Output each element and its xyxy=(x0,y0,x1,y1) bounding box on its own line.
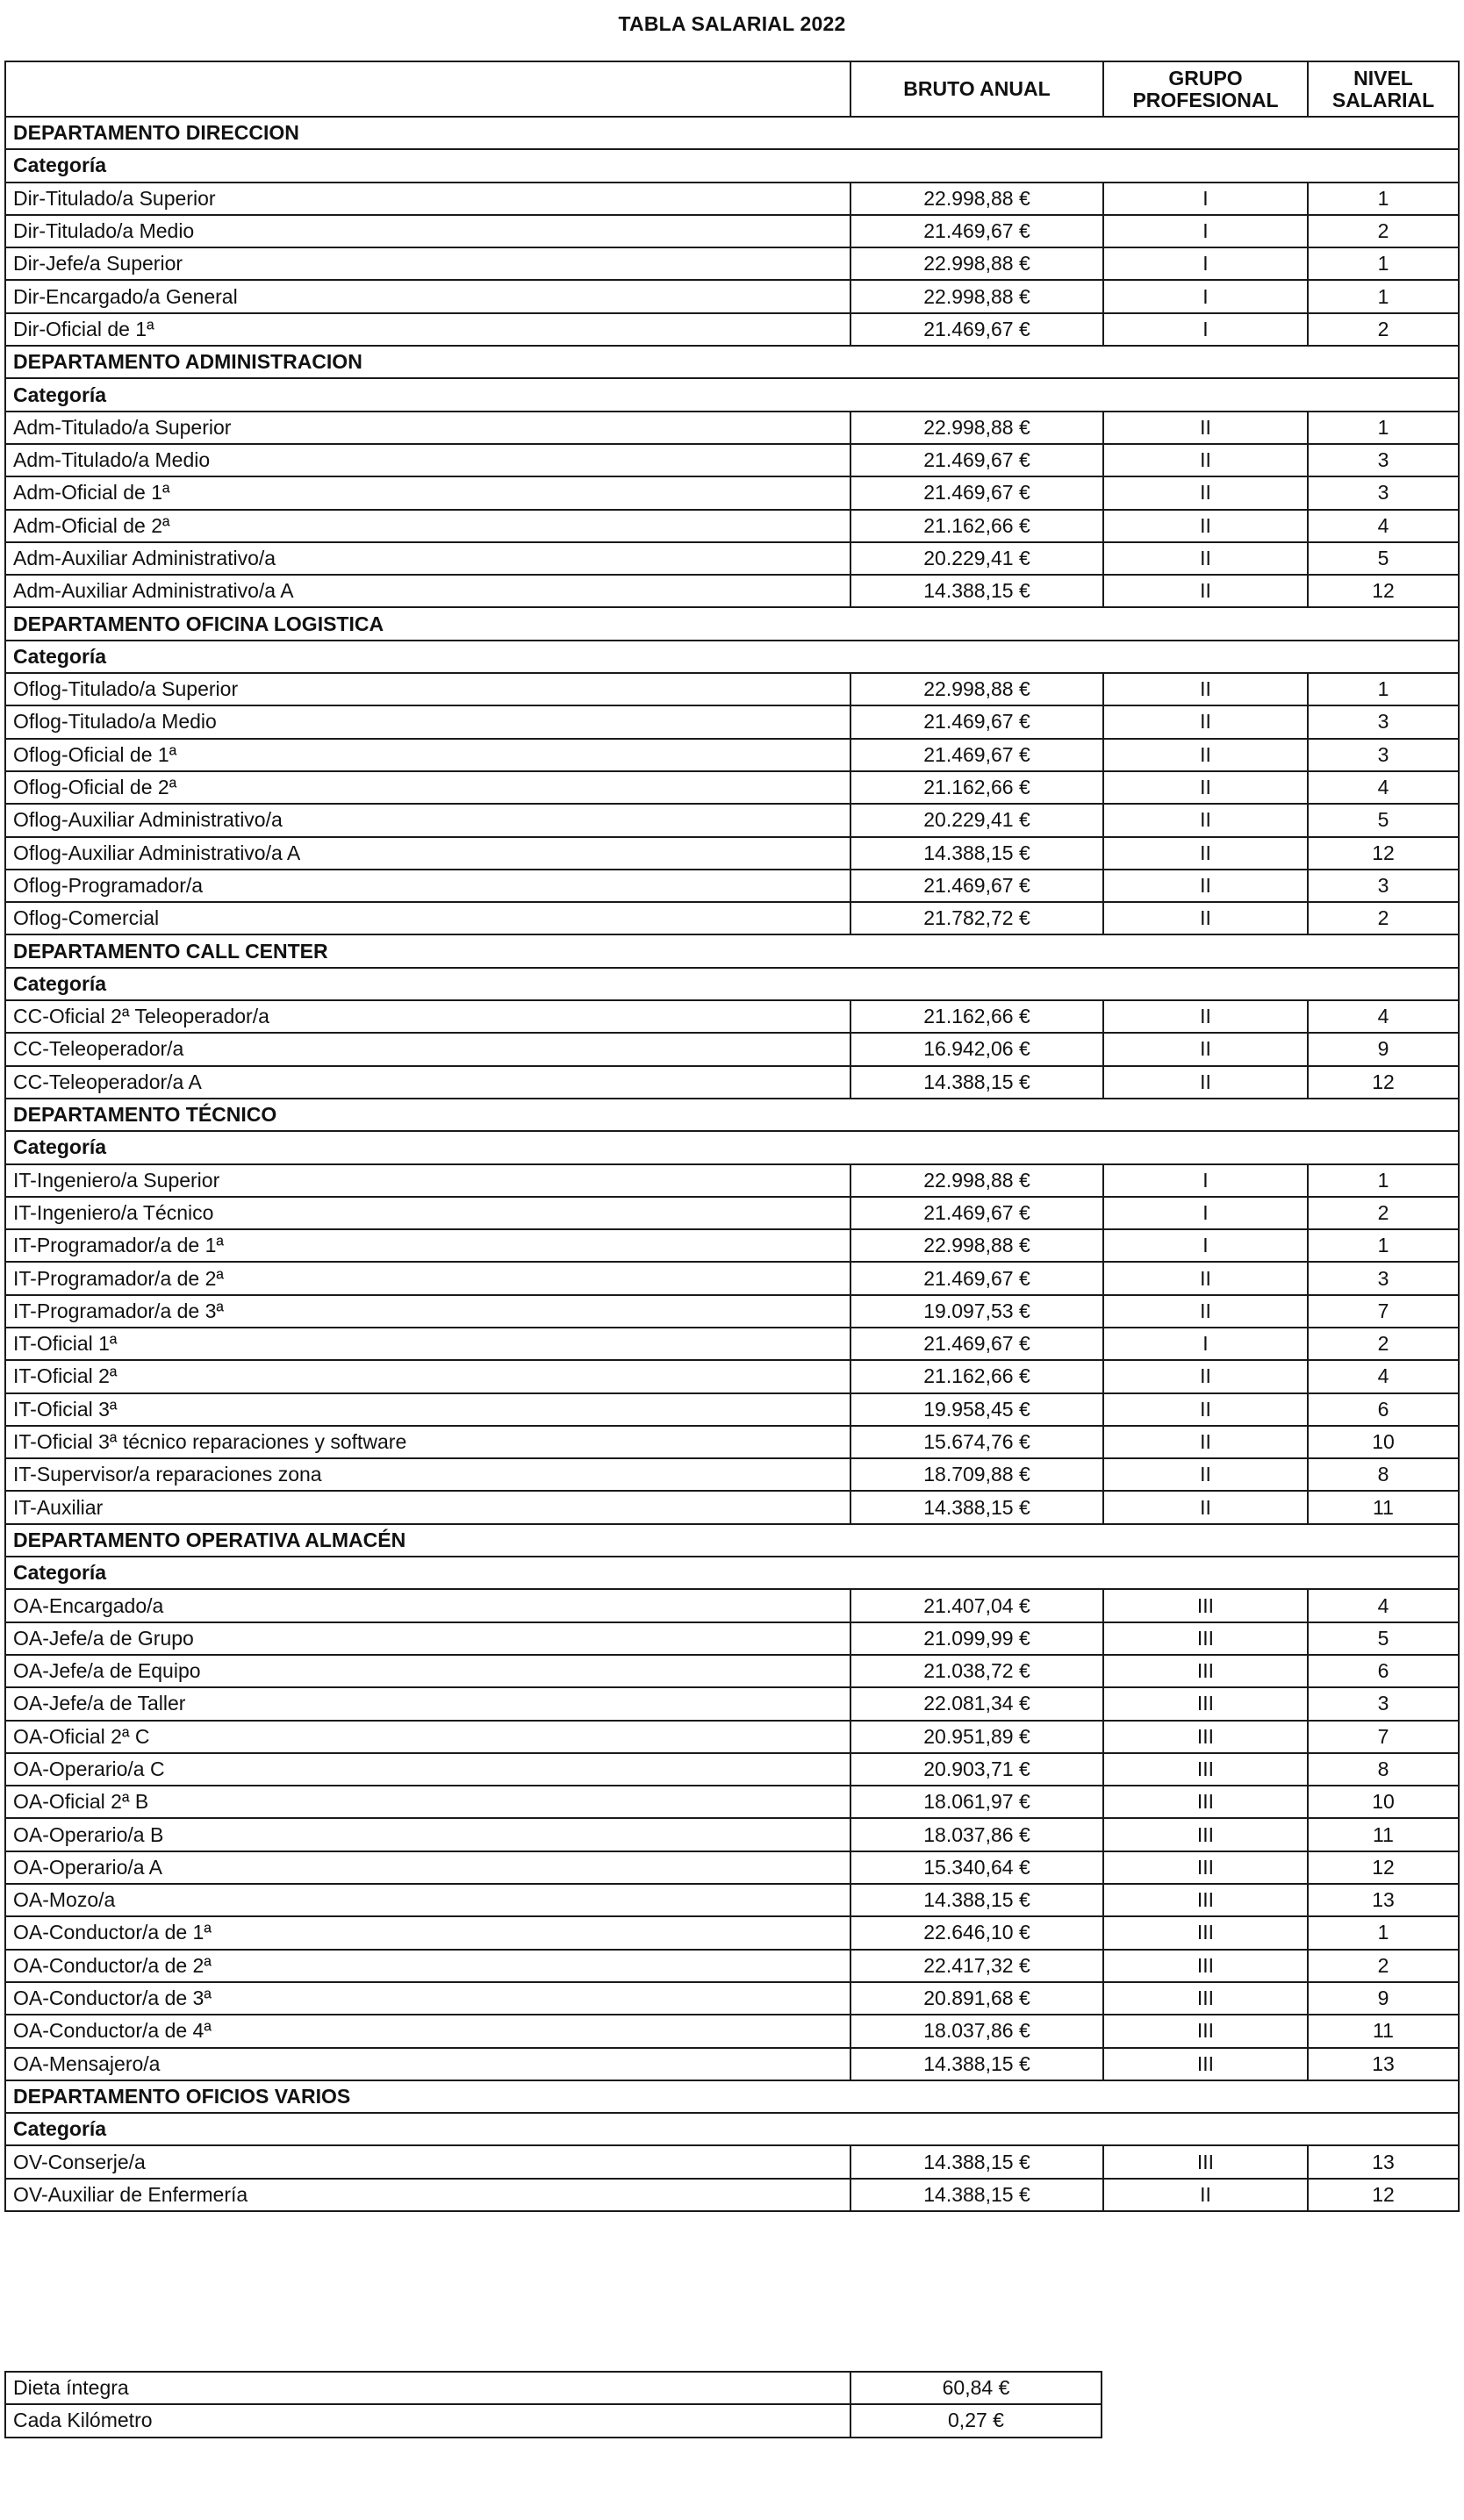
salary-level-cell: 11 xyxy=(1308,1818,1459,1851)
professional-group-cell: III xyxy=(1103,1786,1308,1818)
category-cell: OA-Oficial 2ª B xyxy=(5,1786,850,1818)
professional-group-cell: III xyxy=(1103,1622,1308,1655)
category-cell: Oflog-Oficial de 2ª xyxy=(5,771,850,804)
category-cell: IT-Supervisor/a reparaciones zona xyxy=(5,1458,850,1491)
gross-annual-cell: 19.097,53 € xyxy=(850,1295,1103,1328)
table-row xyxy=(5,183,1459,215)
professional-group-cell: III xyxy=(1103,2048,1308,2080)
table-row xyxy=(5,1262,1459,1294)
gross-annual-cell: 15.340,64 € xyxy=(850,1851,1103,1884)
category-label: Categoría xyxy=(5,378,1459,411)
professional-group-cell: II xyxy=(1103,412,1308,444)
professional-group-cell: III xyxy=(1103,1655,1308,1687)
gross-annual-cell: 22.998,88 € xyxy=(850,412,1103,444)
gross-annual-cell: 18.709,88 € xyxy=(850,1458,1103,1491)
gross-annual-cell: 21.099,99 € xyxy=(850,1622,1103,1655)
allowance-row xyxy=(5,2372,1102,2404)
table-row xyxy=(5,313,1459,346)
category-cell: OV-Conserje/a xyxy=(5,2145,850,2178)
category-cell: OA-Conductor/a de 3ª xyxy=(5,1982,850,2015)
category-cell: IT-Programador/a de 1ª xyxy=(5,1229,850,1262)
header-salary-level: NIVEL SALARIAL xyxy=(1308,61,1459,117)
gross-annual-cell: 21.469,67 € xyxy=(850,476,1103,509)
category-cell: OA-Oficial 2ª C xyxy=(5,1721,850,1753)
salary-level-cell: 12 xyxy=(1308,837,1459,870)
salary-level-cell: 2 xyxy=(1308,1950,1459,1982)
allowance-value: 0,27 € xyxy=(850,2404,1102,2437)
category-cell: Dir-Oficial de 1ª xyxy=(5,313,850,346)
category-cell: OA-Encargado/a xyxy=(5,1589,850,1622)
table-row xyxy=(5,444,1459,476)
salary-level-cell: 1 xyxy=(1308,1916,1459,1949)
category-cell: OA-Conductor/a de 1ª xyxy=(5,1916,850,1949)
salary-level-cell: 8 xyxy=(1308,1458,1459,1491)
department-header-row xyxy=(5,1524,1459,1557)
salary-level-cell: 3 xyxy=(1308,870,1459,902)
category-cell: Dir-Titulado/a Medio xyxy=(5,215,850,247)
category-cell: Oflog-Auxiliar Administrativo/a A xyxy=(5,837,850,870)
gross-annual-cell: 19.958,45 € xyxy=(850,1393,1103,1426)
professional-group-cell: III xyxy=(1103,1851,1308,1884)
gross-annual-cell: 21.469,67 € xyxy=(850,1197,1103,1229)
table-row xyxy=(5,412,1459,444)
gross-annual-cell: 18.037,86 € xyxy=(850,1818,1103,1851)
category-label: Categoría xyxy=(5,149,1459,182)
gross-annual-cell: 22.417,32 € xyxy=(850,1950,1103,1982)
department-header-row xyxy=(5,346,1459,378)
gross-annual-cell: 20.903,71 € xyxy=(850,1753,1103,1786)
professional-group-cell: III xyxy=(1103,1589,1308,1622)
gross-annual-cell: 14.388,15 € xyxy=(850,1066,1103,1099)
table-row xyxy=(5,1000,1459,1033)
salary-level-cell: 3 xyxy=(1308,739,1459,771)
professional-group-cell: II xyxy=(1103,510,1308,542)
gross-annual-cell: 21.162,66 € xyxy=(850,1000,1103,1033)
gross-annual-cell: 21.469,67 € xyxy=(850,870,1103,902)
table-row xyxy=(5,804,1459,836)
category-cell: Adm-Auxiliar Administrativo/a A xyxy=(5,575,850,607)
gross-annual-cell: 14.388,15 € xyxy=(850,837,1103,870)
salary-level-cell: 10 xyxy=(1308,1426,1459,1458)
gross-annual-cell: 22.998,88 € xyxy=(850,280,1103,312)
professional-group-cell: I xyxy=(1103,280,1308,312)
gross-annual-cell: 21.407,04 € xyxy=(850,1589,1103,1622)
gross-annual-cell: 21.469,67 € xyxy=(850,705,1103,738)
gross-annual-cell: 22.998,88 € xyxy=(850,183,1103,215)
gross-annual-cell: 21.469,67 € xyxy=(850,1328,1103,1360)
category-label-row xyxy=(5,641,1459,673)
salary-level-cell: 2 xyxy=(1308,1328,1459,1360)
gross-annual-cell: 21.469,67 € xyxy=(850,739,1103,771)
professional-group-cell: II xyxy=(1103,1033,1308,1065)
salary-level-cell: 12 xyxy=(1308,1851,1459,1884)
salary-level-cell: 13 xyxy=(1308,2145,1459,2178)
professional-group-cell: III xyxy=(1103,1982,1308,2015)
gross-annual-cell: 22.998,88 € xyxy=(850,1229,1103,1262)
salary-level-cell: 7 xyxy=(1308,1295,1459,1328)
professional-group-cell: III xyxy=(1103,1687,1308,1720)
category-cell: IT-Oficial 1ª xyxy=(5,1328,850,1360)
salary-level-cell: 11 xyxy=(1308,1491,1459,1523)
category-label: Categoría xyxy=(5,968,1459,1000)
salary-level-cell: 1 xyxy=(1308,183,1459,215)
gross-annual-cell: 20.229,41 € xyxy=(850,804,1103,836)
table-row xyxy=(5,1589,1459,1622)
category-cell: IT-Oficial 2ª xyxy=(5,1360,850,1392)
header-category xyxy=(5,61,850,117)
professional-group-cell: II xyxy=(1103,673,1308,705)
table-row xyxy=(5,1328,1459,1360)
category-cell: Oflog-Titulado/a Superior xyxy=(5,673,850,705)
allowance-label: Dieta íntegra xyxy=(5,2372,850,2404)
table-row xyxy=(5,1655,1459,1687)
category-label-row xyxy=(5,1557,1459,1589)
salary-level-cell: 2 xyxy=(1308,313,1459,346)
salary-level-cell: 4 xyxy=(1308,1589,1459,1622)
table-row xyxy=(5,739,1459,771)
salary-level-cell: 3 xyxy=(1308,705,1459,738)
gross-annual-cell: 22.081,34 € xyxy=(850,1687,1103,1720)
department-header-row xyxy=(5,2080,1459,2113)
allowances-table-body xyxy=(5,2372,1102,2438)
salary-level-cell: 1 xyxy=(1308,280,1459,312)
gross-annual-cell: 21.162,66 € xyxy=(850,1360,1103,1392)
table-row xyxy=(5,1687,1459,1720)
category-label-row xyxy=(5,968,1459,1000)
gross-annual-cell: 14.388,15 € xyxy=(850,2048,1103,2080)
category-cell: OA-Operario/a A xyxy=(5,1851,850,1884)
gross-annual-cell: 20.891,68 € xyxy=(850,1982,1103,2015)
professional-group-cell: II xyxy=(1103,870,1308,902)
salary-level-cell: 6 xyxy=(1308,1393,1459,1426)
category-cell: Adm-Oficial de 2ª xyxy=(5,510,850,542)
professional-group-cell: II xyxy=(1103,1066,1308,1099)
professional-group-cell: II xyxy=(1103,1360,1308,1392)
table-row xyxy=(5,870,1459,902)
professional-group-cell: III xyxy=(1103,2015,1308,2047)
table-row xyxy=(5,2048,1459,2080)
table-row xyxy=(5,1360,1459,1392)
professional-group-cell: III xyxy=(1103,1916,1308,1949)
table-row xyxy=(5,1916,1459,1949)
department-name: DEPARTAMENTO TÉCNICO xyxy=(5,1099,1459,1131)
table-row xyxy=(5,771,1459,804)
gross-annual-cell: 21.469,67 € xyxy=(850,215,1103,247)
gross-annual-cell: 18.037,86 € xyxy=(850,2015,1103,2047)
salary-level-cell: 13 xyxy=(1308,1884,1459,1916)
salary-table xyxy=(4,61,1460,2212)
category-cell: OA-Jefe/a de Equipo xyxy=(5,1655,850,1687)
table-row xyxy=(5,1950,1459,1982)
salary-level-cell: 3 xyxy=(1308,476,1459,509)
category-label-row xyxy=(5,2113,1459,2145)
professional-group-cell: II xyxy=(1103,2179,1308,2211)
category-cell: Dir-Jefe/a Superior xyxy=(5,247,850,280)
salary-level-cell: 3 xyxy=(1308,1687,1459,1720)
professional-group-cell: III xyxy=(1103,1818,1308,1851)
salary-level-cell: 6 xyxy=(1308,1655,1459,1687)
salary-level-cell: 13 xyxy=(1308,2048,1459,2080)
salary-level-cell: 4 xyxy=(1308,771,1459,804)
gross-annual-cell: 22.998,88 € xyxy=(850,1164,1103,1197)
category-cell: Oflog-Auxiliar Administrativo/a xyxy=(5,804,850,836)
salary-level-cell: 9 xyxy=(1308,1033,1459,1065)
gross-annual-cell: 16.942,06 € xyxy=(850,1033,1103,1065)
page-title: TABLA SALARIAL 2022 xyxy=(618,12,846,35)
gross-annual-cell: 21.162,66 € xyxy=(850,510,1103,542)
category-cell: OA-Jefe/a de Taller xyxy=(5,1687,850,1720)
category-cell: IT-Oficial 3ª xyxy=(5,1393,850,1426)
category-label-row xyxy=(5,378,1459,411)
gross-annual-cell: 18.061,97 € xyxy=(850,1786,1103,1818)
professional-group-cell: II xyxy=(1103,1295,1308,1328)
category-label: Categoría xyxy=(5,1131,1459,1163)
table-row xyxy=(5,1393,1459,1426)
table-row xyxy=(5,2179,1459,2211)
salary-level-cell: 3 xyxy=(1308,444,1459,476)
gross-annual-cell: 21.162,66 € xyxy=(850,771,1103,804)
gross-annual-cell: 14.388,15 € xyxy=(850,575,1103,607)
table-row xyxy=(5,1851,1459,1884)
professional-group-cell: I xyxy=(1103,313,1308,346)
professional-group-cell: III xyxy=(1103,1884,1308,1916)
salary-level-cell: 8 xyxy=(1308,1753,1459,1786)
professional-group-cell: III xyxy=(1103,1753,1308,1786)
category-cell: Adm-Titulado/a Superior xyxy=(5,412,850,444)
table-row xyxy=(5,1066,1459,1099)
salary-level-cell: 7 xyxy=(1308,1721,1459,1753)
table-row xyxy=(5,2145,1459,2178)
category-label-row xyxy=(5,149,1459,182)
category-cell: Oflog-Titulado/a Medio xyxy=(5,705,850,738)
table-row xyxy=(5,1295,1459,1328)
professional-group-cell: II xyxy=(1103,837,1308,870)
salary-level-cell: 5 xyxy=(1308,1622,1459,1655)
professional-group-cell: I xyxy=(1103,215,1308,247)
gross-annual-cell: 22.998,88 € xyxy=(850,247,1103,280)
professional-group-cell: III xyxy=(1103,1950,1308,1982)
salary-level-cell: 1 xyxy=(1308,247,1459,280)
professional-group-cell: II xyxy=(1103,804,1308,836)
table-row xyxy=(5,1426,1459,1458)
table-row xyxy=(5,1491,1459,1523)
salary-level-cell: 1 xyxy=(1308,1164,1459,1197)
table-row xyxy=(5,1622,1459,1655)
category-label: Categoría xyxy=(5,641,1459,673)
salary-level-cell: 2 xyxy=(1308,215,1459,247)
table-row xyxy=(5,1753,1459,1786)
gross-annual-cell: 21.038,72 € xyxy=(850,1655,1103,1687)
salary-level-cell: 12 xyxy=(1308,1066,1459,1099)
professional-group-cell: I xyxy=(1103,1197,1308,1229)
gross-annual-cell: 14.388,15 € xyxy=(850,2179,1103,2211)
table-row xyxy=(5,247,1459,280)
table-row xyxy=(5,705,1459,738)
allowances-table xyxy=(4,2371,1102,2438)
header-professional-group: GRUPO PROFESIONAL xyxy=(1103,61,1308,117)
professional-group-cell: II xyxy=(1103,1491,1308,1523)
gross-annual-cell: 22.646,10 € xyxy=(850,1916,1103,1949)
table-row xyxy=(5,1164,1459,1197)
category-label: Categoría xyxy=(5,1557,1459,1589)
category-cell: OA-Operario/a C xyxy=(5,1753,850,1786)
salary-level-cell: 5 xyxy=(1308,804,1459,836)
salary-table-body xyxy=(5,117,1459,2211)
table-row xyxy=(5,1033,1459,1065)
department-name: DEPARTAMENTO CALL CENTER xyxy=(5,934,1459,967)
category-cell: Oflog-Oficial de 1ª xyxy=(5,739,850,771)
gross-annual-cell: 21.782,72 € xyxy=(850,902,1103,934)
category-cell: Dir-Titulado/a Superior xyxy=(5,183,850,215)
professional-group-cell: I xyxy=(1103,1164,1308,1197)
table-row xyxy=(5,575,1459,607)
gross-annual-cell: 14.388,15 € xyxy=(850,2145,1103,2178)
category-cell: Oflog-Comercial xyxy=(5,902,850,934)
category-cell: Dir-Encargado/a General xyxy=(5,280,850,312)
category-cell: OA-Operario/a B xyxy=(5,1818,850,1851)
professional-group-cell: III xyxy=(1103,1721,1308,1753)
professional-group-cell: II xyxy=(1103,575,1308,607)
category-cell: OA-Jefe/a de Grupo xyxy=(5,1622,850,1655)
professional-group-cell: I xyxy=(1103,183,1308,215)
allowance-value: 60,84 € xyxy=(850,2372,1102,2404)
salary-level-cell: 4 xyxy=(1308,510,1459,542)
salary-level-cell: 4 xyxy=(1308,1000,1459,1033)
department-header-row xyxy=(5,117,1459,149)
table-row xyxy=(5,542,1459,575)
department-name: DEPARTAMENTO OFICIOS VARIOS xyxy=(5,2080,1459,2113)
professional-group-cell: I xyxy=(1103,1328,1308,1360)
professional-group-cell: I xyxy=(1103,247,1308,280)
table-row xyxy=(5,1197,1459,1229)
category-cell: OA-Mozo/a xyxy=(5,1884,850,1916)
category-cell: IT-Oficial 3ª técnico reparaciones y software xyxy=(5,1426,850,1458)
professional-group-cell: II xyxy=(1103,771,1308,804)
gross-annual-cell: 20.951,89 € xyxy=(850,1721,1103,1753)
salary-level-cell: 3 xyxy=(1308,1262,1459,1294)
salary-level-cell: 1 xyxy=(1308,412,1459,444)
gross-annual-cell: 15.674,76 € xyxy=(850,1426,1103,1458)
department-header-row xyxy=(5,1099,1459,1131)
professional-group-cell: II xyxy=(1103,902,1308,934)
professional-group-cell: I xyxy=(1103,1229,1308,1262)
category-cell: Oflog-Programador/a xyxy=(5,870,850,902)
table-row xyxy=(5,1982,1459,2015)
professional-group-cell: II xyxy=(1103,739,1308,771)
category-label: Categoría xyxy=(5,2113,1459,2145)
allowance-label: Cada Kilómetro xyxy=(5,2404,850,2437)
professional-group-cell: II xyxy=(1103,542,1308,575)
professional-group-cell: II xyxy=(1103,1262,1308,1294)
table-row xyxy=(5,1818,1459,1851)
salary-level-cell: 12 xyxy=(1308,575,1459,607)
table-row xyxy=(5,280,1459,312)
professional-group-cell: II xyxy=(1103,476,1308,509)
department-name: DEPARTAMENTO ADMINISTRACION xyxy=(5,346,1459,378)
salary-level-cell: 2 xyxy=(1308,902,1459,934)
category-cell: OA-Conductor/a de 2ª xyxy=(5,1950,850,1982)
professional-group-cell: III xyxy=(1103,2145,1308,2178)
category-cell: CC-Oficial 2ª Teleoperador/a xyxy=(5,1000,850,1033)
category-cell: CC-Teleoperador/a A xyxy=(5,1066,850,1099)
professional-group-cell: II xyxy=(1103,1393,1308,1426)
salary-level-cell: 1 xyxy=(1308,673,1459,705)
salary-level-cell: 11 xyxy=(1308,2015,1459,2047)
gross-annual-cell: 21.469,67 € xyxy=(850,313,1103,346)
category-cell: IT-Programador/a de 2ª xyxy=(5,1262,850,1294)
category-cell: OV-Auxiliar de Enfermería xyxy=(5,2179,850,2211)
category-cell: Adm-Titulado/a Medio xyxy=(5,444,850,476)
table-row xyxy=(5,673,1459,705)
table-row xyxy=(5,1721,1459,1753)
professional-group-cell: II xyxy=(1103,1426,1308,1458)
category-cell: CC-Teleoperador/a xyxy=(5,1033,850,1065)
table-row xyxy=(5,215,1459,247)
table-row xyxy=(5,1229,1459,1262)
table-row xyxy=(5,476,1459,509)
gross-annual-cell: 21.469,67 € xyxy=(850,1262,1103,1294)
salary-level-cell: 10 xyxy=(1308,1786,1459,1818)
gross-annual-cell: 21.469,67 € xyxy=(850,444,1103,476)
professional-group-cell: II xyxy=(1103,1000,1308,1033)
table-row xyxy=(5,902,1459,934)
professional-group-cell: II xyxy=(1103,705,1308,738)
category-label-row xyxy=(5,1131,1459,1163)
salary-level-cell: 4 xyxy=(1308,1360,1459,1392)
allowance-row xyxy=(5,2404,1102,2437)
table-row xyxy=(5,510,1459,542)
department-header-row xyxy=(5,934,1459,967)
professional-group-cell: II xyxy=(1103,1458,1308,1491)
salary-level-cell: 9 xyxy=(1308,1982,1459,2015)
category-cell: IT-Ingeniero/a Técnico xyxy=(5,1197,850,1229)
salary-level-cell: 12 xyxy=(1308,2179,1459,2211)
salary-level-cell: 1 xyxy=(1308,1229,1459,1262)
gross-annual-cell: 14.388,15 € xyxy=(850,1491,1103,1523)
category-cell: OA-Conductor/a de 4ª xyxy=(5,2015,850,2047)
category-cell: IT-Auxiliar xyxy=(5,1491,850,1523)
salary-level-cell: 5 xyxy=(1308,542,1459,575)
header-gross-annual: BRUTO ANUAL xyxy=(850,61,1103,117)
gross-annual-cell: 14.388,15 € xyxy=(850,1884,1103,1916)
department-name: DEPARTAMENTO OFICINA LOGISTICA xyxy=(5,607,1459,640)
department-name: DEPARTAMENTO OPERATIVA ALMACÉN xyxy=(5,1524,1459,1557)
department-header-row xyxy=(5,607,1459,640)
table-row xyxy=(5,1884,1459,1916)
department-name: DEPARTAMENTO DIRECCION xyxy=(5,117,1459,149)
table-row xyxy=(5,837,1459,870)
professional-group-cell: II xyxy=(1103,444,1308,476)
table-row xyxy=(5,2015,1459,2047)
header-row xyxy=(5,61,1459,117)
category-cell: IT-Ingeniero/a Superior xyxy=(5,1164,850,1197)
category-cell: Adm-Oficial de 1ª xyxy=(5,476,850,509)
category-cell: OA-Mensajero/a xyxy=(5,2048,850,2080)
category-cell: Adm-Auxiliar Administrativo/a xyxy=(5,542,850,575)
salary-level-cell: 2 xyxy=(1308,1197,1459,1229)
table-row xyxy=(5,1786,1459,1818)
gross-annual-cell: 22.998,88 € xyxy=(850,673,1103,705)
table-row xyxy=(5,1458,1459,1491)
category-cell: IT-Programador/a de 3ª xyxy=(5,1295,850,1328)
gross-annual-cell: 20.229,41 € xyxy=(850,542,1103,575)
